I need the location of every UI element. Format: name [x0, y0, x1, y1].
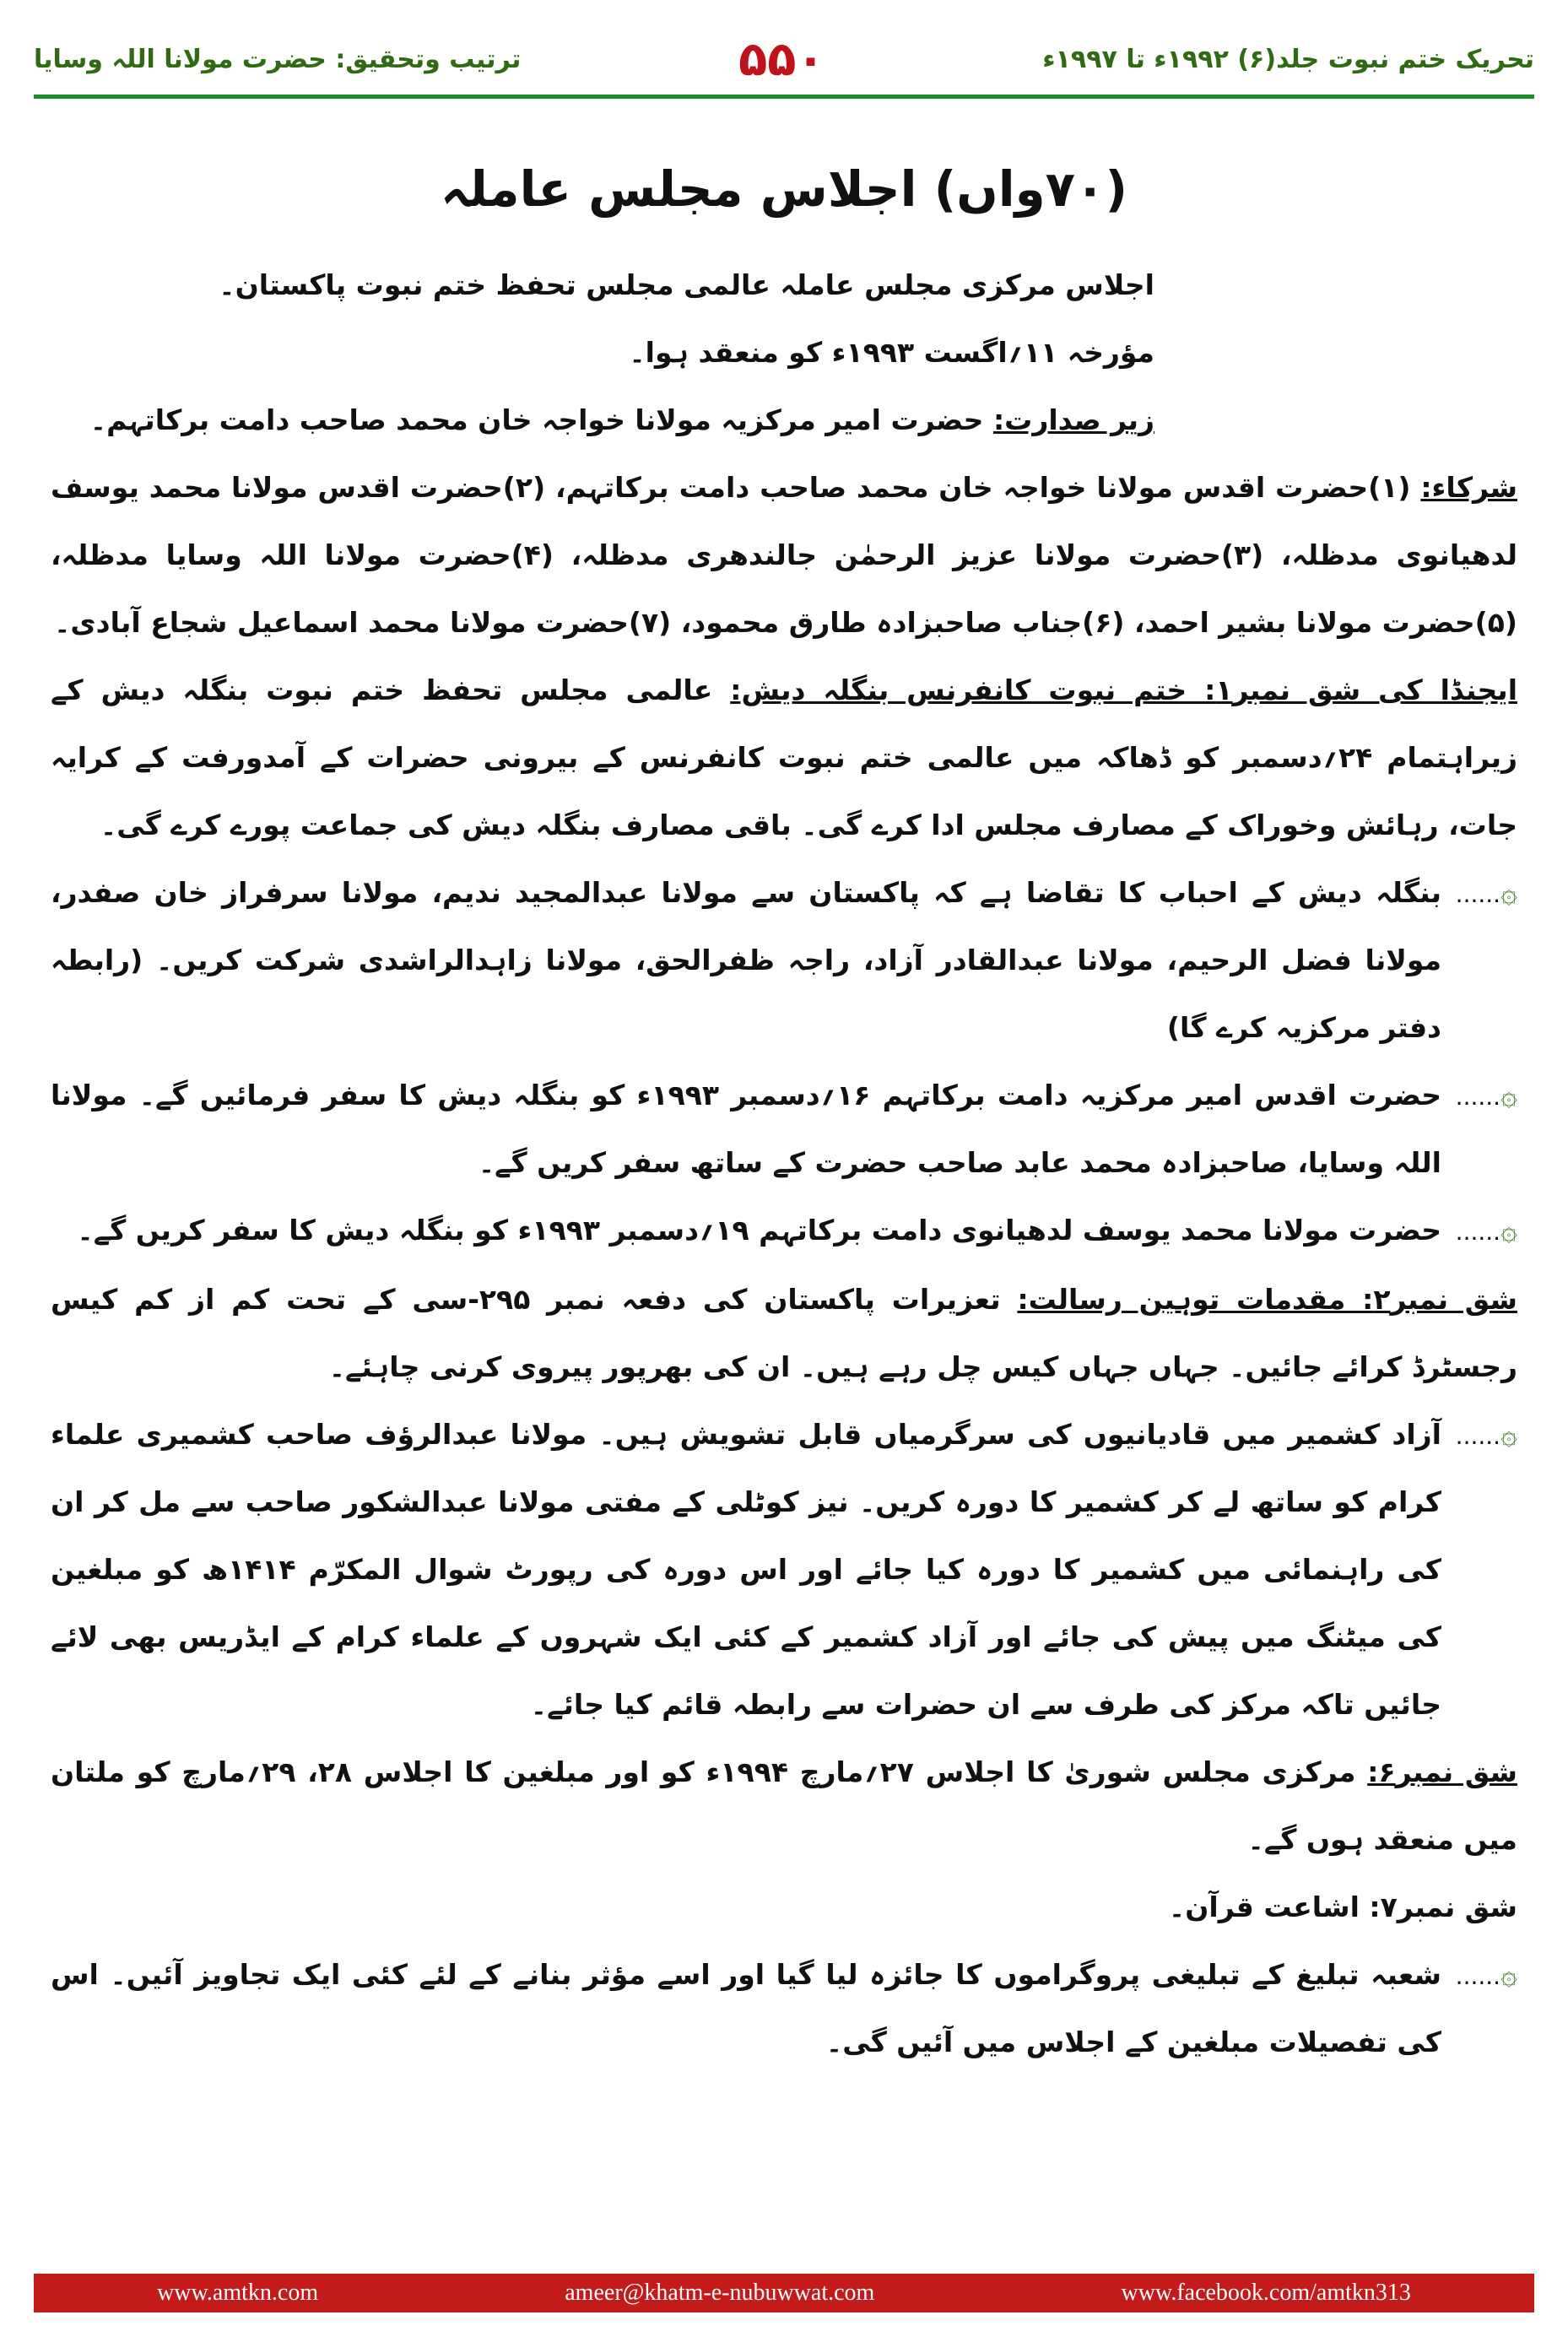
label-presidency: زیر صدارت: — [992, 403, 1154, 436]
header-divider — [34, 95, 1534, 99]
footer-website-link[interactable]: www.amtkn.com — [157, 2280, 319, 2306]
bullet-marker: ۞...... — [1455, 876, 1517, 910]
page-content — [51, 127, 1517, 2076]
list-item — [51, 1197, 1517, 1266]
bullet-marker: ۞...... — [1455, 1214, 1517, 1247]
bullet-marker: ۞...... — [1455, 1418, 1517, 1452]
page-footer — [34, 2274, 1534, 2312]
text-participants: (۱)حضرت اقدس مولانا خواجہ خان محمد صاحب دامت برکاتہم، (۲)حضرت اقدس مولانا محمد یوسف لدھیانوی مدظلہ، (۳)حضرت مولانا عزیز الرحمٰن جالندھری مدظلہ، (۴)حضرت مولانا اللہ وسایا مدظلہ، (۵)حضرت مولانا بشیر احمد، (۶)جناب صاحبزادہ طارق محمود، (۷)حضرت مولانا محمد اسماعیل شجاع آبادی۔ — [51, 471, 1518, 639]
page-title: (۷۰واں) اجلاس مجلس عاملہ — [441, 160, 1127, 218]
bullet-text: حضرت اقدس امیر مرکزیہ دامت برکاتہم ۱۶؍دسمبر ۱۹۹۳ء کو بنگلہ دیش کا سفر فرمائیں گے۔ مولانا اللہ وسایا، صاحبزادہ محمد عابد صاحب حضرت کے ساتھ سفر کریں گے۔ — [51, 1079, 1441, 1179]
paragraph-agenda-2 — [51, 1266, 1517, 1401]
label-agenda-6: شق نمبر۶: — [1367, 1755, 1518, 1788]
list-item — [51, 1401, 1517, 1739]
bullet-text: بنگلہ دیش کے احباب کا تقاضا ہے کہ پاکستان سے مولانا عبدالمجید ندیم، مولانا سرفراز خان صفدر، مولانا فضل الرحیم، مولانا عبدالقادر آزاد، راجہ ظفرالحق، مولانا زاہدالراشدی شرکت کریں۔ (رابطہ دفتر مرکزیہ کرے گا) — [51, 876, 1441, 1044]
list-item — [51, 1062, 1517, 1197]
label-agenda-2: شق نمبر۲: مقدمات توہین رسالت: — [1017, 1283, 1518, 1316]
bullet-text: حضرت مولانا محمد یوسف لدھیانوی دامت برکاتہم ۱۹؍دسمبر ۱۹۹۳ء کو بنگلہ دیش کا سفر کریں گے۔ — [77, 1214, 1441, 1247]
bullet-marker: ۞...... — [1455, 1958, 1517, 1992]
text-agenda-2: تعزیرات پاکستان کی دفعہ نمبر ۲۹۵-سی کے تحت کم از کم کیس رجسٹرڈ کرائے جائیں۔ جہاں جہاں کیس چل رہے ہیں۔ ان کی بھرپور پیروی کرنی چاہئے۔ — [51, 1283, 1517, 1383]
footer-email-link[interactable]: ameer@khatm-e-nubuwwat.com — [565, 2280, 875, 2306]
label-agenda-1: ایجنڈا کی شق نمبر۱: ختم نبوت کانفرنس بنگلہ دیش: — [730, 673, 1517, 706]
label-participants: شرکاء: — [1420, 471, 1517, 504]
text-presidency: حضرت امیر مرکزیہ مولانا خواجہ خان محمد صاحب دامت برکاتہم۔ — [89, 403, 984, 436]
paragraph-presidency — [51, 387, 1517, 454]
bullet-marker: ۞...... — [1455, 1079, 1517, 1112]
star-icon: ۞ — [1500, 1214, 1517, 1247]
paragraph-participants — [51, 454, 1517, 657]
star-icon: ۞ — [1500, 876, 1517, 910]
footer-facebook-link[interactable]: www.facebook.com/amtkn313 — [1121, 2280, 1411, 2306]
paragraph-agenda-7: شق نمبر۷: اشاعت قرآن۔ — [1168, 1890, 1517, 1923]
bullet-text: شعبہ تبلیغ کے تبلیغی پروگراموں کا جائزہ لیا گیا اور اسے مؤثر بنانے کے لئے کئی ایک تجاویز آئیں۔ اس کی تفصیلات مبلغین کے اجلاس میں آئیں گی۔ — [51, 1958, 1441, 2058]
star-icon: ۞ — [1500, 1418, 1517, 1452]
star-icon: ۞ — [1500, 1079, 1517, 1112]
header-compiler: ترتیب وتحقیق: حضرت مولانا اللہ وسایا — [34, 44, 522, 74]
list-item — [51, 1941, 1517, 2076]
star-icon: ۞ — [1500, 1958, 1517, 1992]
page-header — [34, 25, 1534, 93]
list-item — [51, 859, 1517, 1062]
bullet-text: آزاد کشمیر میں قادیانیوں کی سرگرمیاں قابل تشویش ہیں۔ مولانا عبدالرؤف صاحب کشمیری علماء کرام کو ساتھ لے کر کشمیر کا دورہ کریں۔ نیز کوٹلی کے مفتی مولانا عبدالشکور صاحب سے مل کر ان کی راہنمائی میں کشمیر کا دورہ کیا جائے اور اس دورہ کی رپورٹ شوال المکرّم ۱۴۱۴ھ کو مبلغین کی میٹنگ میں پیش کی جائے اور آزاد کشمیر کے کئی ایک شہروں کے علماء کرام کے ایڈریس بھی لائے جائیں تاکہ مرکز کی طرف سے ان حضرات سے رابطہ قائم کیا جائے۔ — [51, 1418, 1441, 1721]
paragraph-agenda-6 — [51, 1739, 1517, 1874]
text-agenda-6: مرکزی مجلس شوریٰ کا اجلاس ۲۷؍مارچ ۱۹۹۴ء کو اور مبلغین کا اجلاس ۲۸، ۲۹؍مارچ کو ملتان میں منعقد ہوں گے۔ — [51, 1755, 1517, 1856]
paragraph-agenda-1 — [51, 657, 1517, 859]
page-number: ۵۵۰ — [738, 31, 825, 87]
paragraph-date: مؤرخہ ۱۱؍اگست ۱۹۹۳ء کو منعقد ہوا۔ — [629, 336, 1154, 369]
text-agenda-1: عالمی مجلس تحفظ ختم نبوت بنگلہ دیش کے زیراہتمام ۲۴؍دسمبر کو ڈھاکہ میں عالمی ختم نبوت کانفرنس کے بیرونی حضرات کے آمدورفت کے کرایہ جات، رہائش وخوراک کے مصارف مجلس ادا کرے گی۔ باقی مصارف بنگلہ دیش کی جماعت پورے کرے گی۔ — [51, 673, 1517, 841]
header-book-title: تحریک ختم نبوت جلد(۶) ۱۹۹۲ء تا ۱۹۹۷ء — [1042, 44, 1534, 74]
paragraph-meeting: اجلاس مرکزی مجلس عاملہ عالمی مجلس تحفظ ختم نبوت پاکستان۔ — [219, 268, 1154, 301]
